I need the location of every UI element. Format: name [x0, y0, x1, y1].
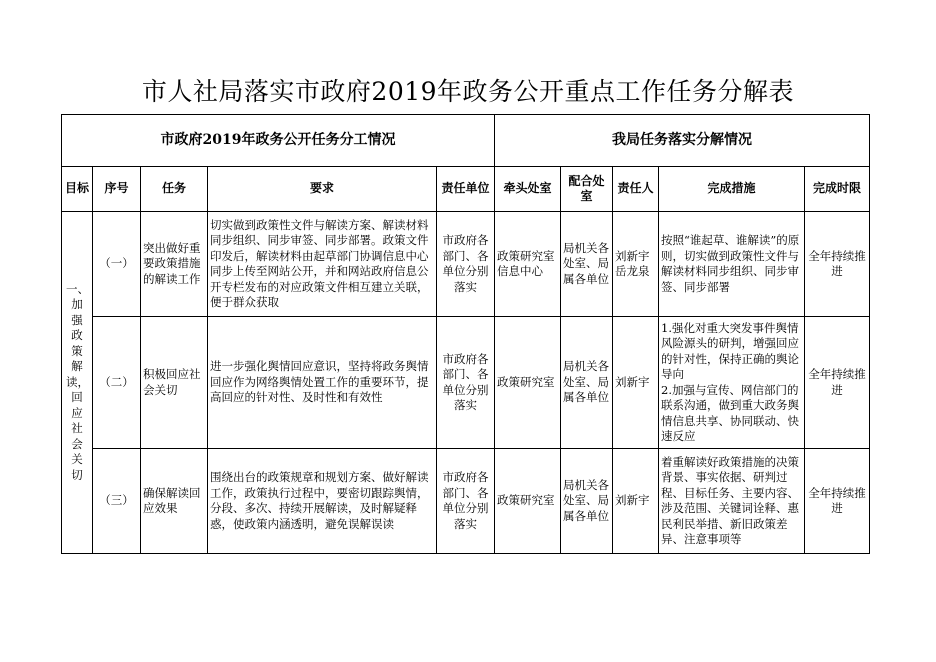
lead-cell: 政策研究室信息中心	[495, 212, 561, 317]
section-right: 我局任务落实分解情况	[495, 115, 870, 167]
page-title: 市人社局落实市政府2019年政务公开重点工作任务分解表	[141, 77, 795, 106]
unit-cell: 市政府各部门、各单位分别落实	[437, 449, 495, 554]
section-header-row	[62, 115, 870, 167]
deadline-cell: 全年持续推进	[805, 212, 870, 317]
task-cell: 确保解读回应效果	[141, 449, 208, 554]
task-cell: 积极回应社会关切	[141, 317, 208, 449]
measures-cell: 着重解读好政策措施的决策背景、事实依据、研判过程、目标任务、主要内容、涉及范围、关键词诠释、惠民利民举措、新旧政策差异、注意事项等	[659, 449, 805, 554]
measures-cell: 1.强化对重大突发事件舆情风险源头的研判，增强回应的针对性，保持正确的舆论导向 2.加强与宣传、网信部门的联系沟通，做到重大政务舆情信息共享、协同联动、快速反应	[659, 317, 805, 449]
column-header-row	[62, 167, 870, 212]
col-header-goal: 目标	[62, 167, 93, 212]
col-header-task: 任务	[141, 167, 208, 212]
table-row	[62, 449, 870, 554]
requirement-cell: 围绕出台的政策规章和规划方案、做好解读工作，政策执行过程中，要密切跟踪舆情，分段、多次、持续开展解读，及时解疑释惑，使政策内涵透明，避免误解误读	[208, 449, 437, 554]
col-header-requirement: 要求	[208, 167, 437, 212]
seq-cell: （一）	[93, 212, 141, 317]
lead-cell: 政策研究室	[495, 317, 561, 449]
col-header-coop: 配合处室	[561, 167, 613, 212]
col-header-seq: 序号	[93, 167, 141, 212]
section-left: 市政府2019年政务公开任务分工情况	[62, 115, 495, 167]
table-row	[62, 212, 870, 317]
col-header-unit: 责任单位	[437, 167, 495, 212]
deadline-cell: 全年持续推进	[805, 449, 870, 554]
col-header-measures: 完成措施	[659, 167, 805, 212]
col-header-lead: 牵头处室	[495, 167, 561, 212]
seq-cell: （三）	[93, 449, 141, 554]
table-row	[62, 317, 870, 449]
goal-cell: 一、加强政策解读，回应社会关切	[62, 212, 93, 554]
requirement-cell: 进一步强化舆情回应意识，坚持将政务舆情回应作为网络舆情处置工作的重要环节，提高回应的针对性、及时性和有效性	[208, 317, 437, 449]
person-cell: 刘新宇	[613, 449, 659, 554]
seq-cell: （二）	[93, 317, 141, 449]
measures-cell: 按照“谁起草、谁解读”的原则，切实做到政策性文件与解读材料同步组织、同步审签、同步部署	[659, 212, 805, 317]
col-header-deadline: 完成时限	[805, 167, 870, 212]
person-cell: 刘新宇	[613, 317, 659, 449]
coop-cell: 局机关各处室、局属各单位	[561, 212, 613, 317]
task-table	[61, 114, 870, 554]
deadline-cell: 全年持续推进	[805, 317, 870, 449]
lead-cell: 政策研究室	[495, 449, 561, 554]
task-cell: 突出做好重要政策措施的解读工作	[141, 212, 208, 317]
coop-cell: 局机关各处室、局属各单位	[561, 317, 613, 449]
unit-cell: 市政府各部门、各单位分别落实	[437, 317, 495, 449]
col-header-person: 责任人	[613, 167, 659, 212]
unit-cell: 市政府各部门、各单位分别落实	[437, 212, 495, 317]
requirement-cell: 切实做到政策性文件与解读方案、解读材料同步组织、同步审签、同步部署。政策文件印发后，解读材料由起草部门协调信息中心同步上传至网站公开，并和网站政府信息公开专栏发布的对应政策文件相互建立关联，便于群众获取	[208, 212, 437, 317]
person-cell: 刘新宇岳龙泉	[613, 212, 659, 317]
coop-cell: 局机关各处室、局属各单位	[561, 449, 613, 554]
